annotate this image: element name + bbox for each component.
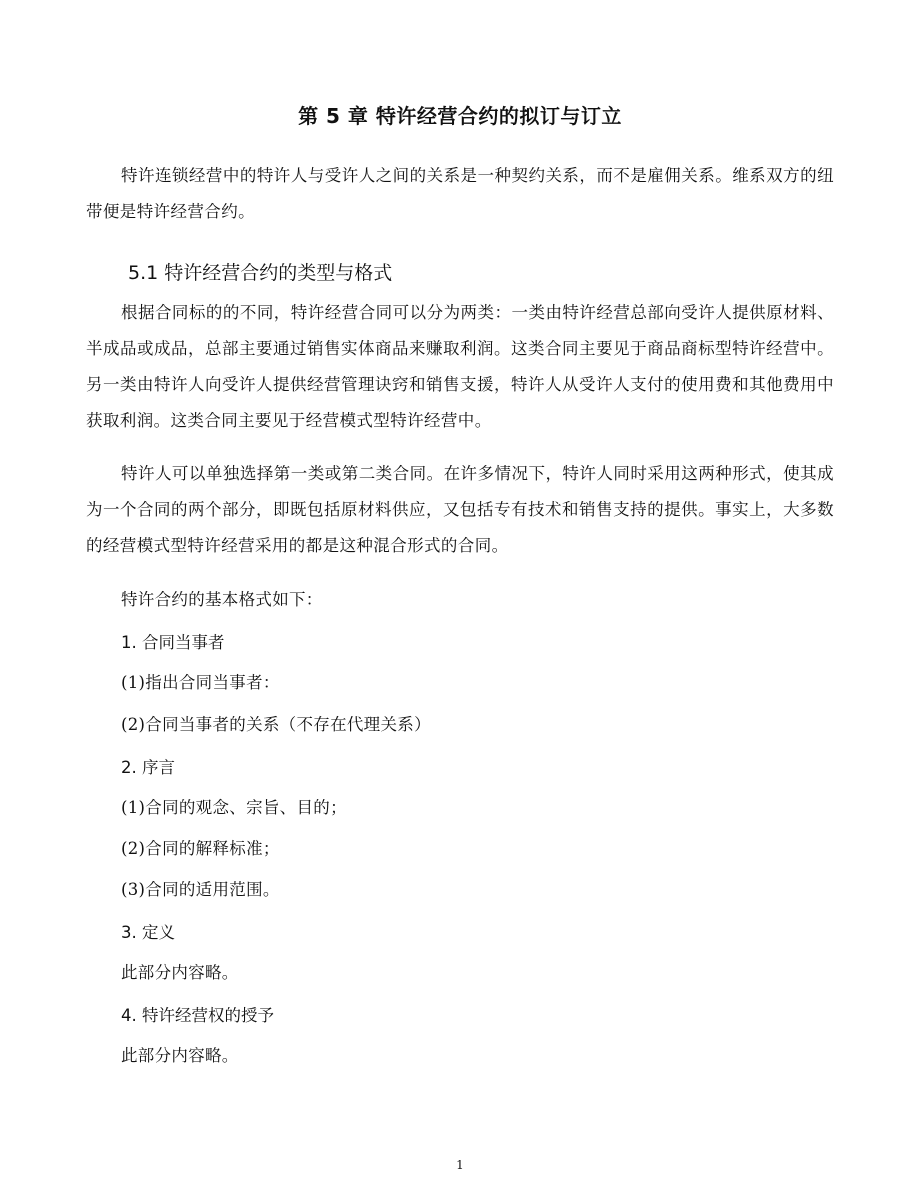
page-number: 1	[456, 1158, 464, 1172]
item-line: (2)合同的解释标准；	[121, 839, 280, 858]
item-heading-grant: 4. 特许经营权的授予	[121, 1006, 274, 1025]
paragraph-contract-types: 根据合同标的的不同，特许经营合同可以分为两类：一类由特许经营总部向受许人提供原材料、半成品或成品，总部主要通过销售实体商品来赚取利润。这类合同主要见于商品商标型特许经营中。另一类由特许人向受许人提供经营管理诀窍和销售支援，特许人从受许人支付的使用费和其他费用中获取利润。这类合同主要见于经营模式型特许经营中。	[86, 303, 834, 430]
item-heading-definitions: 3. 定义	[121, 923, 175, 942]
item-heading-preface: 2. 序言	[121, 758, 175, 777]
item-line: (1)合同的观念、宗旨、目的；	[121, 798, 347, 817]
item-line: 此部分内容略。	[121, 963, 239, 982]
intro-paragraph: 特许连锁经营中的特许人与受许人之间的关系是一种契约关系，而不是雇佣关系。维系双方的纽带便是特许经营合约。	[86, 166, 834, 221]
item-line: (1)指出合同当事者：	[121, 673, 280, 692]
item-line: 此部分内容略。	[121, 1046, 239, 1065]
paragraph-contract-combination: 特许人可以单独选择第一类或第二类合同。在许多情况下，特许人同时采用这两种形式，使其成为一个合同的两个部分，即既包括原材料供应，又包括专有技术和销售支持的提供。事实上，大多数的经营模式型特许经营采用的都是这种混合形式的合同。	[86, 464, 834, 555]
section-title: 5.1 特许经营合约的类型与格式	[128, 262, 393, 284]
item-line: (3)合同的适用范围。	[121, 880, 280, 899]
item-line: (2)合同当事者的关系（不存在代理关系）	[121, 715, 431, 734]
item-heading-parties: 1. 合同当事者	[121, 633, 225, 652]
format-intro: 特许合约的基本格式如下：	[121, 590, 323, 609]
chapter-title: 第 5 章 特许经营合约的拟订与订立	[298, 104, 622, 128]
